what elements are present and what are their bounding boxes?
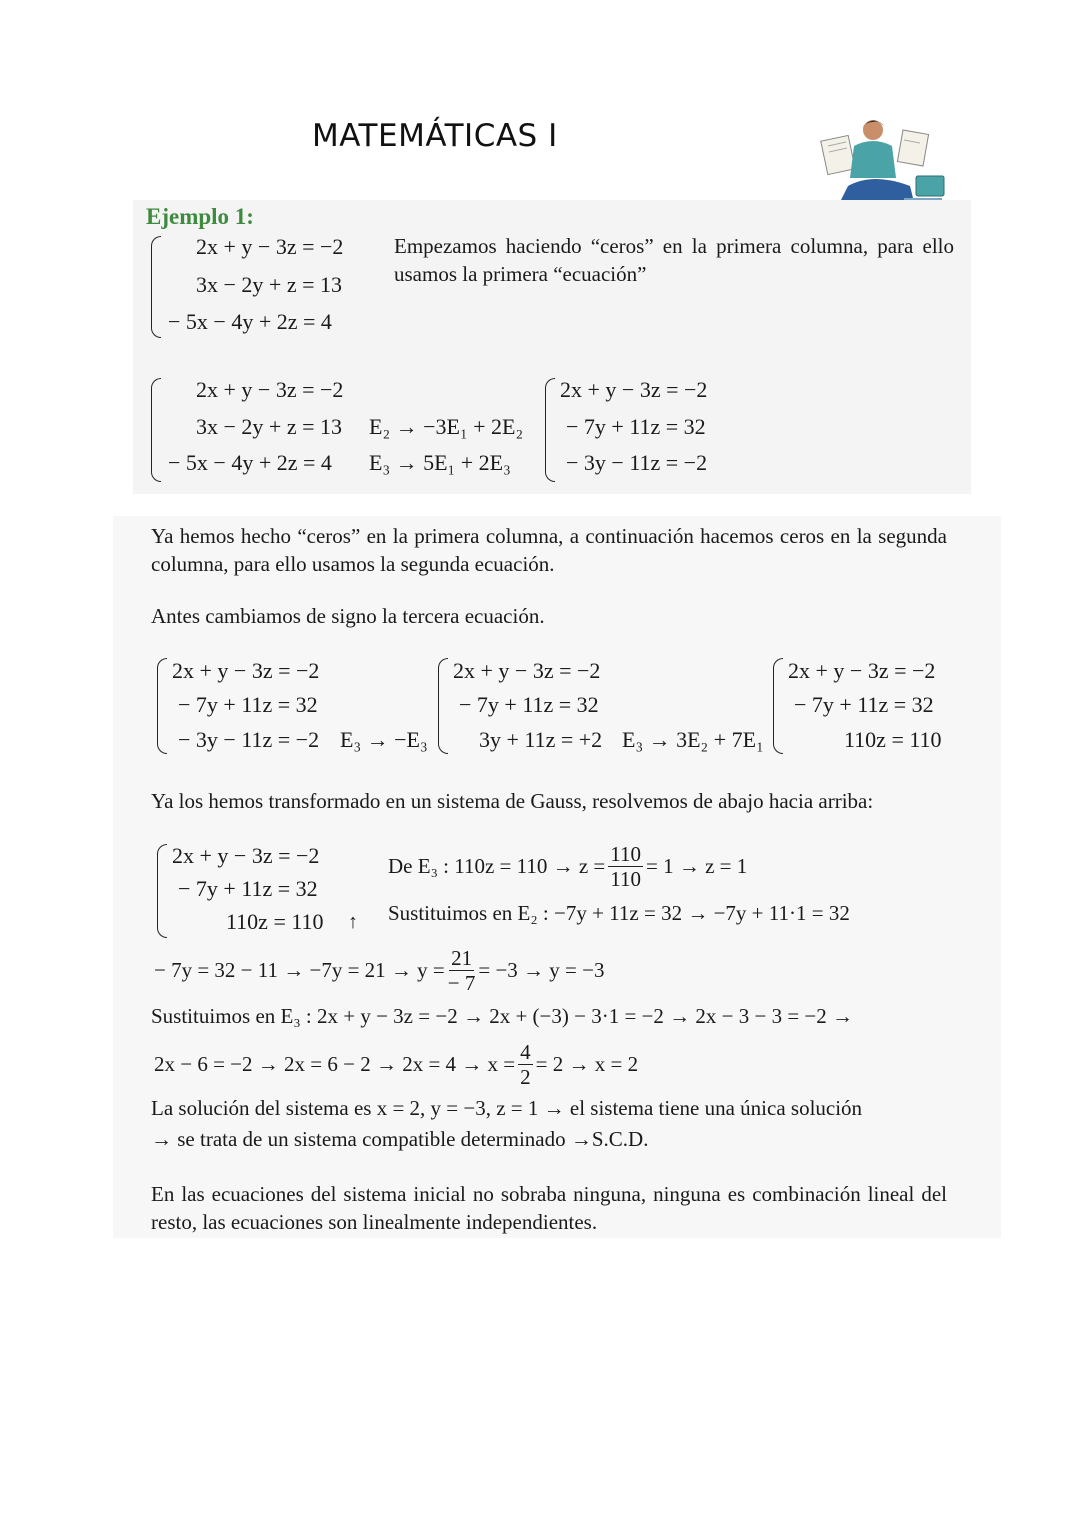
page-title: MATEMÁTICAS I xyxy=(312,118,558,154)
row-operation: E₃ → 5E₁ + 2E₃ xyxy=(369,450,511,475)
equation: 2x + y − 3z = −2 xyxy=(172,843,320,868)
fraction xyxy=(448,946,476,995)
system-brace xyxy=(545,378,555,482)
equation: − 5x − 4y + 2z = 4 xyxy=(168,309,332,334)
row-operation: E₂ → −3E₁ + 2E₂ xyxy=(369,414,524,439)
solve-z-post: = 1 → z = 1 xyxy=(645,854,748,878)
example-label: Ejemplo 1: xyxy=(146,204,254,229)
denominator: 110 xyxy=(610,867,641,891)
equation: 110z = 110 xyxy=(226,909,324,934)
equation: − 7y + 11z = 32 xyxy=(794,692,934,717)
solution-line: La solución del sistema es x = 2, y = −3, z = 1 → el sistema tiene una única solución xyxy=(151,1096,863,1120)
solve-y-post: = −3 → y = −3 xyxy=(478,958,605,982)
equation: 2x + y − 3z = −2 xyxy=(560,377,708,402)
denominator: 2 xyxy=(520,1065,531,1089)
solve-y-pre: − 7y = 32 − 11 → −7y = 21 → y = xyxy=(154,958,445,982)
paragraph: Ya los hemos transformado en un sistema de Gauss, resolvemos de abajo hacia arriba: xyxy=(151,789,874,813)
equation: − 7y + 11z = 32 xyxy=(459,692,599,717)
equation: − 5x − 4y + 2z = 4 xyxy=(168,450,332,475)
equation: 3x − 2y + z = 13 xyxy=(196,272,342,297)
equation: − 7y + 11z = 32 xyxy=(566,414,706,439)
solve-y-line xyxy=(154,946,605,995)
equation: 2x + y − 3z = −2 xyxy=(172,658,320,683)
denominator: − 7 xyxy=(447,971,476,995)
system-brace xyxy=(157,658,167,754)
equation: − 3y − 11z = −2 xyxy=(178,727,320,752)
fraction xyxy=(518,1040,533,1089)
equation: − 7y + 11z = 32 xyxy=(178,876,318,901)
system-brace xyxy=(438,658,448,754)
numerator: 4 xyxy=(520,1040,531,1064)
equation: 110z = 110 xyxy=(844,727,942,752)
system-brace xyxy=(773,658,783,754)
solve-x-line xyxy=(154,1040,638,1089)
paragraph: Ya hemos hecho “ceros” en la primera columna, a continuación hacemos ceros en la segunda columna, para ello usamos la segunda ecuación. xyxy=(151,524,947,576)
row-operation: E₃ → −E₃ xyxy=(340,727,428,752)
numerator: 21 xyxy=(451,946,473,970)
solve-z-line xyxy=(388,842,747,891)
solve-z-pre: De E₃ : 110z = 110 → z = xyxy=(388,854,606,878)
equation: 2x + y − 3z = −2 xyxy=(788,658,936,683)
equation: 2x + y − 3z = −2 xyxy=(196,234,344,259)
system-brace xyxy=(151,236,161,338)
equation: 3x − 2y + z = 13 xyxy=(196,414,342,439)
equation: 2x + y − 3z = −2 xyxy=(453,658,601,683)
substitute-e2-line: Sustituimos en E₂ : −7y + 11z = 32 → −7y + 11·1 = 32 xyxy=(388,901,850,925)
system-brace xyxy=(157,844,167,938)
system-brace xyxy=(151,378,161,482)
equation: − 3y − 11z = −2 xyxy=(566,450,708,475)
fraction xyxy=(608,842,643,891)
intro-text: Empezamos haciendo “ceros” en la primera columna, para ello usamos la primera “ecuación” xyxy=(394,234,954,286)
equation: 3y + 11z = +2 xyxy=(479,727,603,752)
solve-x-pre: 2x − 6 = −2 → 2x = 6 − 2 → 2x = 4 → x = xyxy=(154,1052,516,1076)
row-operation: E₃ → 3E₂ + 7E₁ xyxy=(622,727,764,752)
up-arrow-icon: ↑ xyxy=(348,911,358,933)
numerator: 110 xyxy=(610,842,641,866)
solve-x-post: = 2 → x = 2 xyxy=(535,1052,639,1076)
paragraph: En las ecuaciones del sistema inicial no sobraba ninguna, ninguna es combinación lineal del resto, las ecuaciones son linealmente independientes. xyxy=(151,1182,947,1234)
solution-type-line: → se trata de un sistema compatible determinado →S.C.D. xyxy=(151,1127,649,1151)
substitute-e3-line: Sustituimos en E₃ : 2x + y − 3z = −2 → 2x + (−3) − 3·1 = −2 → 2x − 3 − 3 = −2 → xyxy=(151,1004,854,1028)
equation: 2x + y − 3z = −2 xyxy=(196,377,344,402)
equation: − 7y + 11z = 32 xyxy=(178,692,318,717)
paragraph: Antes cambiamos de signo la tercera ecuación. xyxy=(151,604,545,628)
